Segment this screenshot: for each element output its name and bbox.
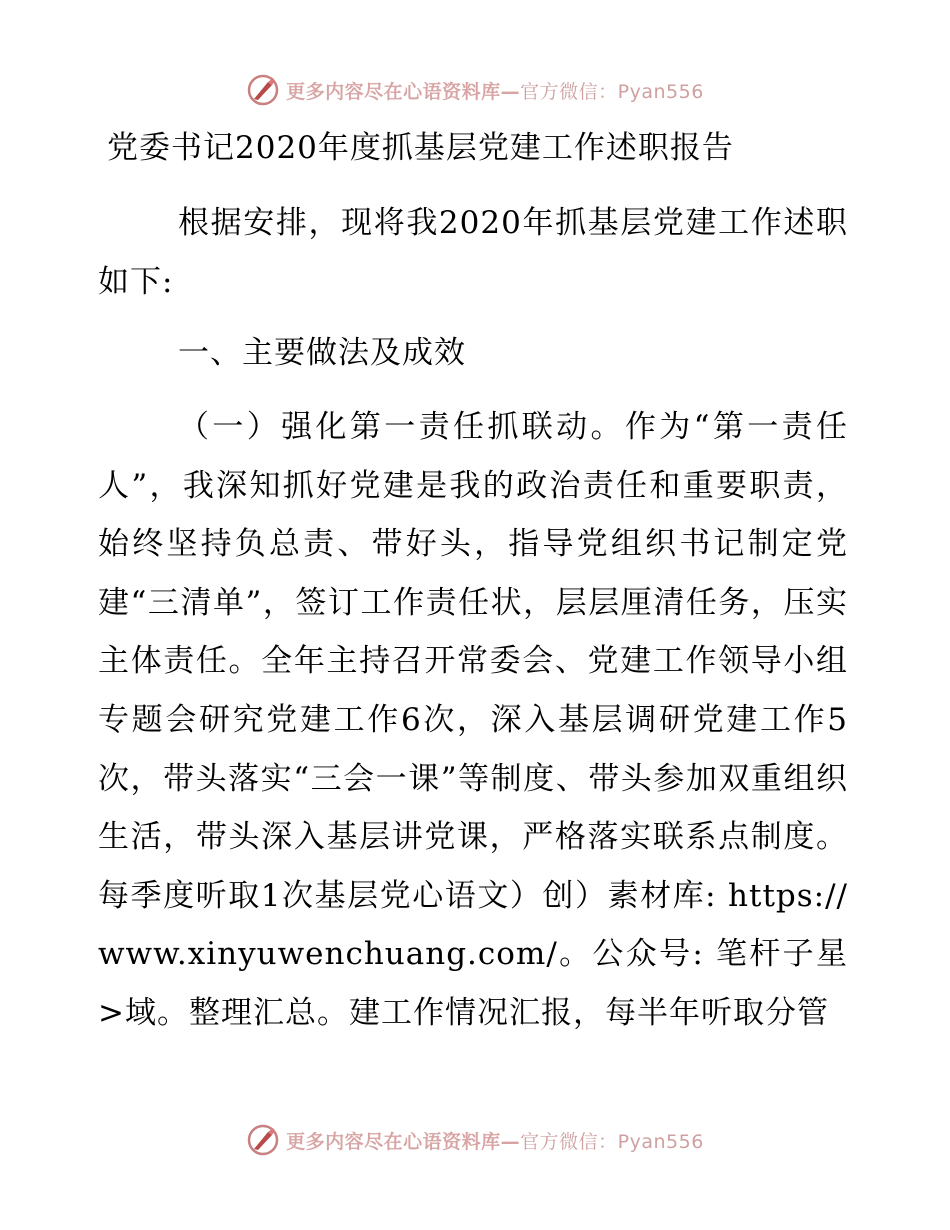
body-paragraph: （一）强化第一责任抓联动。作为“第一责任人”，我深知抓好党建是我的政治责任和重要职责，始终坚持负总责、带好头，指导党组织书记制定党建“三清单”，签订工作责任状，层层厘清任务，压实主体责任。全年主持召开常委会、党建工作领导小组专题会研究党建工作6次，深入基层调研党建工作5次，带头落实“三会一课”等制度、带头参加双重组织生活，带头深入基层讲党课，严格落实联系点制度。每季度听取1次基层党心语文）创）素材库: https://www.xinyuwenchuang.com/。公众号: 笔杆子星>域。整理汇总。建工作情况汇报，每半年听取分管 (98, 409, 848, 1031)
watermark-text: 更多内容尽在心语资料库—官方微信：Pyan556 (286, 80, 704, 103)
watermark-banner-bottom (0, 1120, 950, 1160)
intro-paragraph: 根据安排，现将我2020年抓基层党建工作述职如下: (98, 205, 848, 300)
watermark-banner-top (0, 70, 950, 110)
document-title: 党委书记2020年度抓基层党建工作述职报告 (107, 130, 734, 166)
quill-pen-logo-icon (246, 1123, 280, 1157)
section-heading: 一、主要做法及成效 (178, 335, 466, 371)
quill-pen-logo-icon (246, 73, 280, 107)
watermark-text: 更多内容尽在心语资料库—官方微信：Pyan556 (286, 1130, 704, 1153)
